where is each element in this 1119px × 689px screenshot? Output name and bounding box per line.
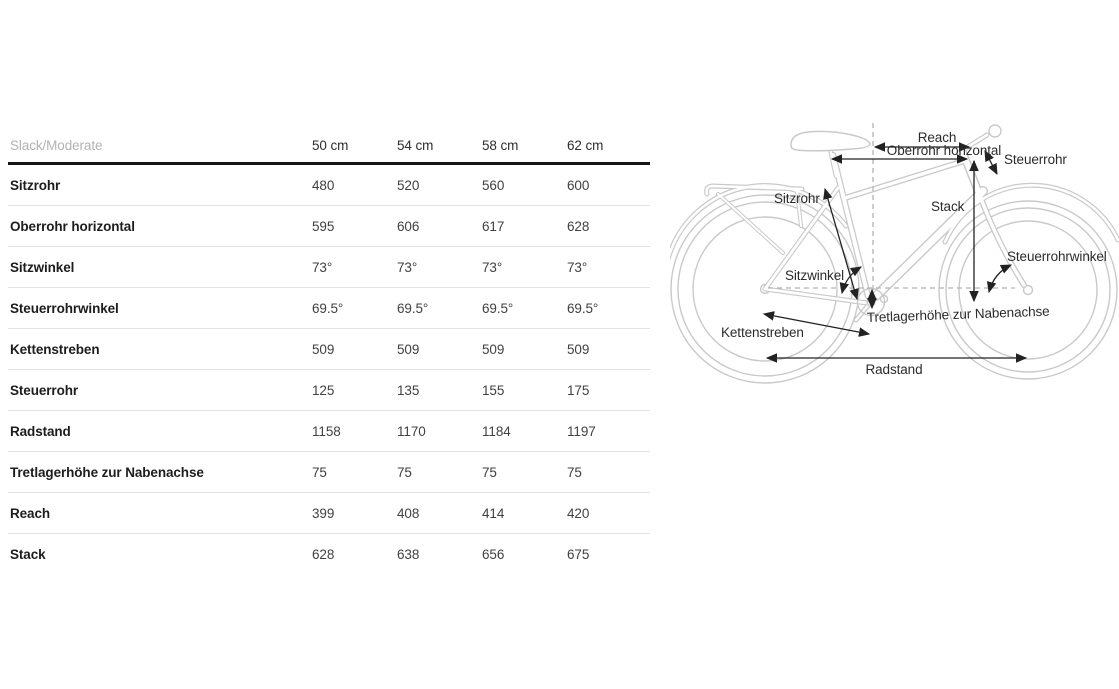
row-label: Sitzwinkel bbox=[10, 259, 75, 275]
row-value: 175 bbox=[567, 382, 590, 398]
table-header-row bbox=[8, 129, 650, 165]
row-value: 509 bbox=[312, 341, 335, 357]
table-row bbox=[8, 206, 650, 247]
row-value: 617 bbox=[482, 218, 505, 234]
row-value: 560 bbox=[482, 177, 505, 193]
row-value: 69.5° bbox=[397, 300, 429, 316]
row-label: Radstand bbox=[10, 423, 71, 439]
row-value: 69.5° bbox=[482, 300, 514, 316]
row-value: 69.5° bbox=[312, 300, 344, 316]
row-value: 69.5° bbox=[567, 300, 599, 316]
row-label: Stack bbox=[10, 546, 46, 562]
saddle bbox=[791, 131, 870, 150]
column-header-54cm: 54 cm bbox=[397, 138, 434, 153]
steuerrohrwinkel-arc bbox=[989, 265, 1011, 292]
row-value: 638 bbox=[397, 546, 420, 562]
radstand-label: Radstand bbox=[865, 362, 923, 377]
row-value: 520 bbox=[397, 177, 420, 193]
table-header-mode: Slack/Moderate bbox=[10, 138, 103, 153]
table-row bbox=[8, 493, 650, 534]
row-value: 414 bbox=[482, 505, 505, 521]
row-label: Steuerrohr bbox=[10, 382, 79, 398]
row-value: 75 bbox=[482, 464, 497, 480]
row-value: 399 bbox=[312, 505, 335, 521]
row-value: 1158 bbox=[312, 423, 341, 439]
row-label: Sitzrohr bbox=[10, 177, 61, 193]
table-row bbox=[8, 288, 650, 329]
row-value: 73° bbox=[397, 259, 418, 275]
table-row bbox=[8, 329, 650, 370]
row-value: 408 bbox=[397, 505, 420, 521]
row-value: 480 bbox=[312, 177, 335, 193]
steuerrohr-label: Steuerrohr bbox=[1004, 152, 1067, 167]
row-value: 75 bbox=[397, 464, 412, 480]
row-value: 73° bbox=[567, 259, 588, 275]
row-value: 1184 bbox=[482, 423, 511, 439]
table-row bbox=[8, 452, 650, 493]
front-wheel-icon bbox=[939, 201, 1117, 379]
row-value: 509 bbox=[482, 341, 505, 357]
steuerrohrwinkel-label: Steuerrohrwinkel bbox=[1007, 249, 1107, 264]
column-header-50cm: 50 cm bbox=[312, 138, 349, 153]
reach-label: Reach bbox=[917, 130, 957, 145]
geometry-table bbox=[8, 129, 650, 574]
row-value: 1170 bbox=[397, 423, 426, 439]
tretlagerhoehe-label: Tretlagerhöhe zur Nabenachse bbox=[866, 303, 1050, 325]
table-row bbox=[8, 534, 650, 574]
handlebar-grip bbox=[989, 125, 1001, 137]
row-value: 75 bbox=[312, 464, 327, 480]
row-label: Reach bbox=[10, 505, 51, 521]
row-label: Steuerrohrwinkel bbox=[10, 300, 119, 316]
column-header-58cm: 58 cm bbox=[482, 138, 519, 153]
row-value: 628 bbox=[567, 218, 590, 234]
row-value: 595 bbox=[312, 218, 335, 234]
sitzwinkel-label: Sitzwinkel bbox=[785, 268, 845, 283]
kettenstreben-label: Kettenstreben bbox=[721, 325, 804, 340]
table-row bbox=[8, 165, 650, 206]
row-value: 1197 bbox=[567, 423, 596, 439]
sitzrohr-label: Sitzrohr bbox=[774, 191, 820, 206]
table-row bbox=[8, 247, 650, 288]
column-header-62cm: 62 cm bbox=[567, 138, 604, 153]
row-label: Tretlagerhöhe zur Nabenachse bbox=[10, 464, 204, 480]
row-label: Oberrohr horizontal bbox=[10, 218, 135, 234]
row-value: 155 bbox=[482, 382, 505, 398]
front-fender bbox=[945, 185, 1118, 242]
oberrohr-label: Oberrohr horizontal bbox=[886, 143, 1002, 158]
bike-geometry-diagram bbox=[670, 110, 1119, 420]
table-row bbox=[8, 411, 650, 452]
row-value: 656 bbox=[482, 546, 505, 562]
table-row bbox=[8, 370, 650, 411]
row-value: 600 bbox=[567, 177, 590, 193]
row-value: 75 bbox=[567, 464, 582, 480]
row-value: 73° bbox=[312, 259, 333, 275]
row-value: 675 bbox=[567, 546, 590, 562]
row-label: Kettenstreben bbox=[10, 341, 100, 357]
row-value: 628 bbox=[312, 546, 335, 562]
row-value: 125 bbox=[312, 382, 335, 398]
row-value: 73° bbox=[482, 259, 503, 275]
row-value: 606 bbox=[397, 218, 420, 234]
row-value: 509 bbox=[397, 341, 420, 357]
row-value: 420 bbox=[567, 505, 590, 521]
row-value: 135 bbox=[397, 382, 420, 398]
row-value: 509 bbox=[567, 341, 590, 357]
stack-label: Stack bbox=[931, 199, 965, 214]
